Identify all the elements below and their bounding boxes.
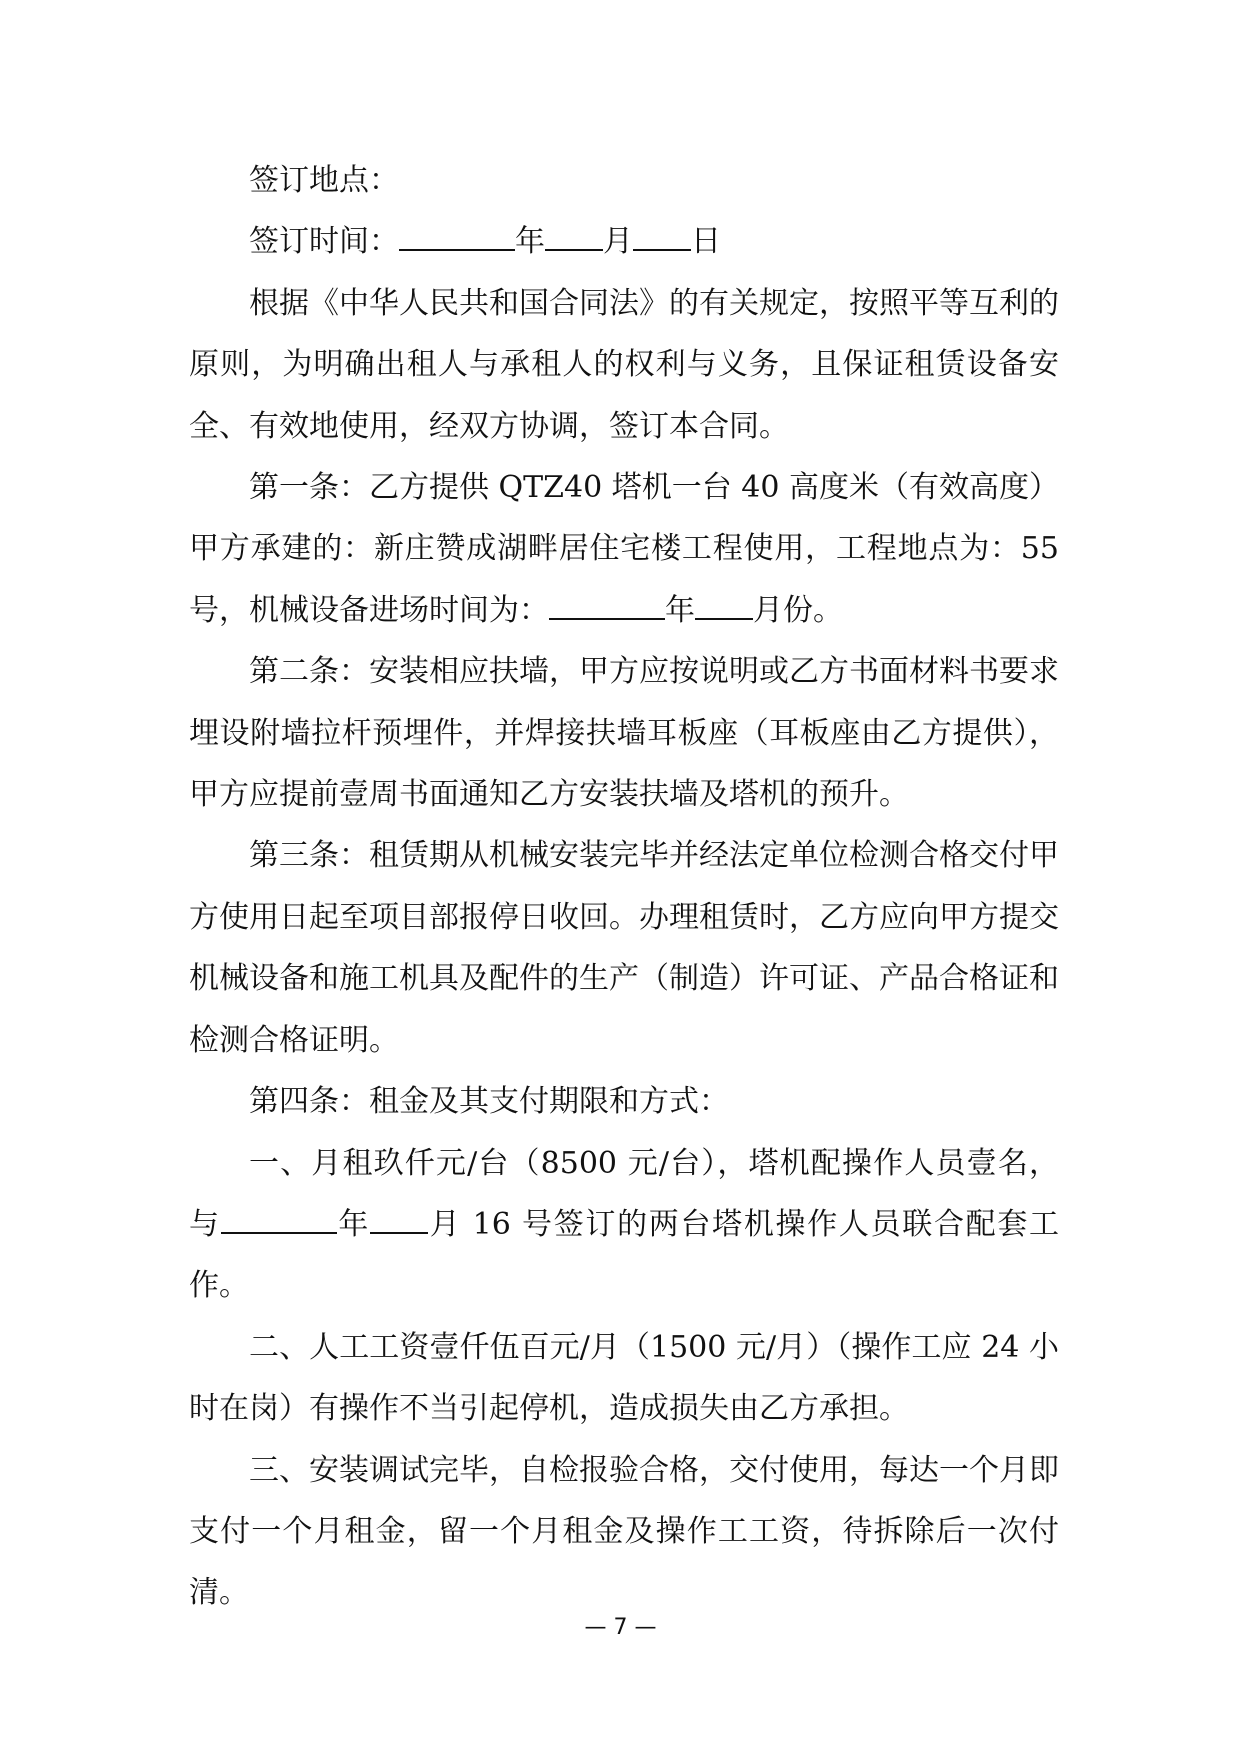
item-3: 三、安装调试完毕，自检报验合格，交付使用，每达一个月即支付一个月租金，留一个月租金及操作工工资，待拆除后一次付清。 [189,1452,1059,1611]
sign-day-unit: 日 [691,224,721,260]
item-1-year-blank [221,1198,337,1234]
article-1 [189,457,1059,641]
item-1-text: 一、月租玖仟元/台（8500 元/台），塔机配操作人员壹名，与 [189,1145,1059,1242]
sign-place-line [189,150,1059,211]
sign-year-blank [399,215,515,251]
sign-time-line [189,211,1059,272]
sign-time-label: 签订时间： [249,224,399,260]
article-3: 第三条：租赁期从机械安装完毕并经法定单位检测合格交付甲方使用日起至项目部报停日收回。办理租赁时，乙方应向甲方提交机械设备和施工机具及配件的生产（制造）许可证、产品合格证和检测合格证明。 [189,838,1059,1058]
item-1 [189,1133,1059,1317]
sign-month-blank [545,215,603,251]
item-2: 二、人工工资壹仟伍百元/月（1500 元/月）（操作工应 24 小时在岗）有操作不当引起停机，造成损失由乙方承担。 [189,1329,1059,1427]
intro-paragraph: 根据《中华人民共和国合同法》的有关规定，按照平等互利的原则，为明确出租人与承租人的权利与义务，且保证租赁设备安全、有效地使用，经双方协调，签订本合同。 [189,285,1059,444]
item-1-month-blank [370,1198,428,1234]
sign-day-blank [633,215,691,251]
article-2: 第二条：安装相应扶墙，甲方应按说明或乙方书面材料书要求埋设附墙拉杆预埋件，并焊接扶墙耳板座（耳板座由乙方提供），甲方应提前壹周书面通知乙方安装扶墙及塔机的预升。 [189,654,1059,813]
article-1-month-blank [695,584,753,620]
article-1-year-unit: 年 [665,592,695,628]
document-body [189,150,1059,1624]
item-1-suffix: 月 16 号签订的两台塔机操作人员联合配套工作。 [189,1206,1060,1304]
sign-place-label: 签订地点： [249,163,399,198]
article-1-text: 第一条：乙方提供 QTZ40 塔机一台 40 高度米（有效高度）甲方承建的：新庄赞成湖畔居住宅楼工程使用，工程地点为：55 号，机械设备进场时间为： [189,470,1059,628]
item-1-year-unit: 年 [336,1206,371,1242]
article-1-year-blank [549,584,665,620]
sign-year-unit: 年 [515,224,545,260]
page-number: — 7 — [584,1615,657,1640]
article-1-suffix: 月份。 [753,592,843,628]
article-4: 第四条：租金及其支付期限和方式： [249,1084,729,1120]
sign-month-unit: 月 [603,224,633,260]
